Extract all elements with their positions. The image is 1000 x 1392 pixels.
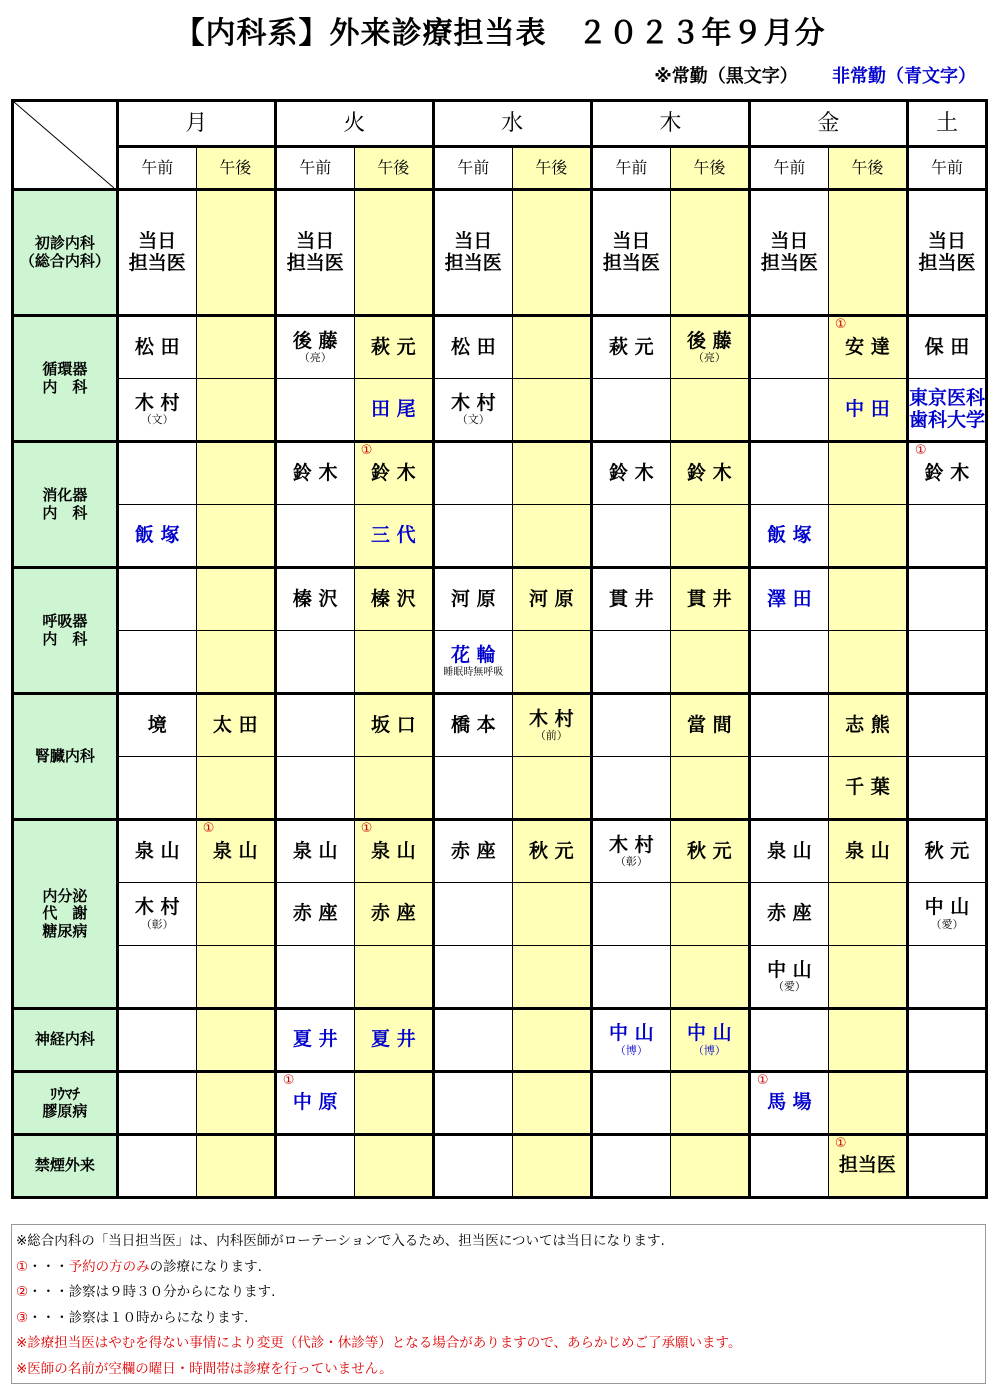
- schedule-cell: 木 村 （文）: [117, 379, 196, 442]
- schedule-cell: [907, 757, 986, 820]
- schedule-cell: 東京医科 歯科大学: [907, 379, 986, 442]
- schedule-cell: [512, 757, 591, 820]
- schedule-cell: 境: [117, 694, 196, 757]
- note-1000: ③・・・診察は１０時からになります.: [16, 1309, 249, 1326]
- dept-rheum: ﾘｳﾏﾁ 膠原病: [13, 1072, 118, 1135]
- schedule-cell: [512, 1072, 591, 1135]
- schedule-cell: 泉 山: [828, 820, 907, 883]
- schedule-cell: [433, 946, 512, 1009]
- schedule-cell: 坂 口: [354, 694, 433, 757]
- schedule-cell: [670, 883, 749, 946]
- schedule-cell: [354, 946, 433, 1009]
- pm-header: 午後: [828, 146, 907, 189]
- schedule-cell: [828, 190, 907, 316]
- schedule-cell: 赤 座: [433, 820, 512, 883]
- schedule-cell: [512, 631, 591, 694]
- schedule-cell: [749, 379, 828, 442]
- am-header: 午前: [591, 146, 670, 189]
- schedule-cell: 泉 山: [275, 820, 354, 883]
- schedule-cell: [117, 1135, 196, 1198]
- schedule-cell: 木 村 （文）: [433, 379, 512, 442]
- schedule-cell: [907, 946, 986, 1009]
- reservation-mark: ①: [834, 317, 847, 332]
- schedule-cell: [433, 1135, 512, 1198]
- schedule-cell: 赤 座: [275, 883, 354, 946]
- schedule-cell: [354, 1072, 433, 1135]
- schedule-cell: ① 安 達: [828, 316, 907, 379]
- schedule-cell: [828, 505, 907, 568]
- day-header-tue: 火: [275, 101, 433, 147]
- schedule-cell: [512, 946, 591, 1009]
- schedule-cell: [512, 883, 591, 946]
- diagonal-line: [14, 102, 114, 188]
- schedule-cell: 当日 担当医: [117, 190, 196, 316]
- dept-endocrine: 内分泌 代 謝 糖尿病: [13, 820, 118, 1009]
- schedule-cell: 鈴 木: [670, 442, 749, 505]
- schedule-cell: [828, 568, 907, 631]
- pm-header: 午後: [512, 146, 591, 189]
- schedule-cell: [828, 883, 907, 946]
- schedule-cell: 秋 元: [907, 820, 986, 883]
- dept-cardio: 循環器 内 科: [13, 316, 118, 442]
- schedule-cell: [512, 190, 591, 316]
- schedule-cell: [117, 1072, 196, 1135]
- pm-header: 午後: [354, 146, 433, 189]
- legend-regular: ※常勤（黒文字）: [654, 66, 798, 87]
- reservation-mark: ①: [834, 1136, 847, 1151]
- schedule-cell: 中 山 （愛）: [907, 883, 986, 946]
- schedule-cell: 鈴 木: [591, 442, 670, 505]
- schedule-cell: [433, 883, 512, 946]
- schedule-cell: [670, 946, 749, 1009]
- schedule-cell: 木 村 （彰）: [591, 820, 670, 883]
- schedule-cell: [591, 757, 670, 820]
- schedule-cell: [670, 1072, 749, 1135]
- day-header-thu: 木: [591, 101, 749, 147]
- schedule-cell: [828, 442, 907, 505]
- schedule-cell: [354, 631, 433, 694]
- reservation-mark: ①: [360, 821, 373, 836]
- am-header: 午前: [275, 146, 354, 189]
- schedule-cell: [433, 442, 512, 505]
- schedule-cell: 中 田: [828, 379, 907, 442]
- schedule-cell: 当日 担当医: [433, 190, 512, 316]
- schedule-cell: [433, 505, 512, 568]
- schedule-cell: [196, 505, 275, 568]
- schedule-cell: 飯 塚: [117, 505, 196, 568]
- schedule-cell: [117, 1009, 196, 1072]
- schedule-cell: 萩 元: [591, 316, 670, 379]
- corner-cell: [13, 101, 118, 190]
- schedule-cell: 当日 担当医: [275, 190, 354, 316]
- schedule-cell: 中 山 （博）: [591, 1009, 670, 1072]
- schedule-cell: [196, 1072, 275, 1135]
- schedule-cell: [512, 505, 591, 568]
- schedule-cell: [196, 946, 275, 1009]
- note-reservation: ①・・・予約の方のみの診療になります.: [16, 1258, 262, 1275]
- schedule-cell: ① 鈴 木: [907, 442, 986, 505]
- schedule-cell: [512, 1135, 591, 1198]
- reservation-mark: ①: [360, 443, 373, 458]
- schedule-cell: 保 田: [907, 316, 986, 379]
- schedule-cell: 木 村 （彰）: [117, 883, 196, 946]
- schedule-cell: 当日 担当医: [591, 190, 670, 316]
- schedule-cell: 志 熊: [828, 694, 907, 757]
- schedule-cell: [670, 631, 749, 694]
- schedule-cell: ① 担当医: [828, 1135, 907, 1198]
- schedule-cell: [749, 316, 828, 379]
- schedule-cell: [196, 379, 275, 442]
- schedule-cell: [591, 694, 670, 757]
- day-header-wed: 水: [433, 101, 591, 147]
- schedule-cell: ① 泉 山: [354, 820, 433, 883]
- schedule-cell: [354, 1135, 433, 1198]
- schedule-cell: [907, 694, 986, 757]
- schedule-cell: 当日 担当医: [907, 190, 986, 316]
- schedule-cell: 千 葉: [828, 757, 907, 820]
- reservation-mark: ①: [282, 1073, 295, 1088]
- schedule-cell: 河 原: [433, 568, 512, 631]
- schedule-cell: [275, 946, 354, 1009]
- schedule-cell: [591, 1135, 670, 1198]
- schedule-cell: 太 田: [196, 694, 275, 757]
- schedule-cell: [828, 1009, 907, 1072]
- schedule-cell: [512, 1009, 591, 1072]
- schedule-cell: 赤 座: [354, 883, 433, 946]
- schedule-cell: 夏 井: [354, 1009, 433, 1072]
- dept-smoking: 禁煙外来: [13, 1135, 118, 1198]
- reservation-mark: ①: [914, 443, 927, 458]
- legend: [654, 62, 976, 88]
- day-header-sat: 土: [907, 101, 986, 147]
- schedule-cell: [117, 631, 196, 694]
- schedule-cell: [749, 757, 828, 820]
- schedule-cell: [354, 757, 433, 820]
- schedule-cell: 秋 元: [512, 820, 591, 883]
- am-header: 午前: [433, 146, 512, 189]
- schedule-cell: [907, 505, 986, 568]
- am-header: 午前: [907, 146, 986, 189]
- schedule-cell: [591, 379, 670, 442]
- schedule-cell: 松 田: [433, 316, 512, 379]
- schedule-cell: 後 藤 （亮）: [275, 316, 354, 379]
- schedule-cell: [275, 1135, 354, 1198]
- schedule-cell: ① 中 原: [275, 1072, 354, 1135]
- schedule-cell: [591, 505, 670, 568]
- reservation-mark: ①: [756, 1073, 769, 1088]
- schedule-cell: [512, 442, 591, 505]
- schedule-cell: 榛 沢: [354, 568, 433, 631]
- schedule-cell: ① 泉 山: [196, 820, 275, 883]
- am-header: 午前: [117, 146, 196, 189]
- schedule-cell: [670, 1135, 749, 1198]
- schedule-cell: [275, 505, 354, 568]
- schedule-cell: 中 山 （愛）: [749, 946, 828, 1009]
- schedule-cell: 木 村 （前）: [512, 694, 591, 757]
- schedule-cell: [907, 1072, 986, 1135]
- schedule-cell: [591, 631, 670, 694]
- schedule-cell: 赤 座: [749, 883, 828, 946]
- schedule-cell: [117, 946, 196, 1009]
- schedule-cell: 秋 元: [670, 820, 749, 883]
- legend-irregular: 非常勤（青文字）: [832, 66, 976, 87]
- schedule-cell: [196, 568, 275, 631]
- dept-neuro: 神経内科: [13, 1009, 118, 1072]
- schedule-cell: [275, 379, 354, 442]
- schedule-cell: 飯 塚: [749, 505, 828, 568]
- page-title: 【内科系】外来診療担当表 ２０２３年９月分: [174, 16, 826, 51]
- schedule-cell: [275, 757, 354, 820]
- note-general: ※総合内科の「当日担当医」は、内科医師がローテーションで入るため、担当医については当日になります.: [16, 1233, 665, 1249]
- note-change: ※診療担当医はやむを得ない事情により変更（代診・休診等）となる場合がありますので、あらかじめご了承願います。: [16, 1335, 742, 1351]
- schedule-cell: [591, 946, 670, 1009]
- schedule-cell: 花 輪 睡眠時無呼吸: [433, 631, 512, 694]
- schedule-cell: [196, 757, 275, 820]
- day-header-mon: 月: [117, 101, 275, 147]
- schedule-cell: [433, 757, 512, 820]
- schedule-cell: [433, 1072, 512, 1135]
- schedule-cell: 萩 元: [354, 316, 433, 379]
- schedule-cell: 松 田: [117, 316, 196, 379]
- schedule-cell: 鈴 木: [275, 442, 354, 505]
- schedule-cell: [196, 1135, 275, 1198]
- pm-header: 午後: [670, 146, 749, 189]
- schedule-cell: [670, 505, 749, 568]
- dept-resp: 呼吸器 内 科: [13, 568, 118, 694]
- schedule-cell: 当日 担当医: [749, 190, 828, 316]
- schedule-cell: [828, 1072, 907, 1135]
- schedule-cell: [512, 316, 591, 379]
- schedule-cell: [275, 631, 354, 694]
- schedule-cell: [591, 1072, 670, 1135]
- schedule-cell: [749, 631, 828, 694]
- schedule-cell: 後 藤 （亮）: [670, 316, 749, 379]
- schedule-cell: 貫 井: [670, 568, 749, 631]
- schedule-cell: 橋 本: [433, 694, 512, 757]
- schedule-cell: [749, 694, 828, 757]
- schedule-cell: [670, 190, 749, 316]
- schedule-cell: 泉 山: [749, 820, 828, 883]
- reservation-mark: ①: [202, 821, 215, 836]
- schedule-cell: [907, 1135, 986, 1198]
- schedule-cell: [749, 1009, 828, 1072]
- schedule-cell: [433, 1009, 512, 1072]
- notes-box: [11, 1224, 986, 1384]
- schedule-cell: [196, 631, 275, 694]
- schedule-cell: [828, 631, 907, 694]
- dept-kidney: 腎臓内科: [13, 694, 118, 820]
- pm-header: 午後: [196, 146, 275, 189]
- schedule-cell: [591, 883, 670, 946]
- schedule-cell: ① 鈴 木: [354, 442, 433, 505]
- schedule-cell: [275, 694, 354, 757]
- schedule-cell: 田 尾: [354, 379, 433, 442]
- note-930: ②・・・診察は９時３０分からになります.: [16, 1284, 276, 1300]
- schedule-cell: [828, 946, 907, 1009]
- schedule-cell: 三 代: [354, 505, 433, 568]
- schedule-cell: 泉 山: [117, 820, 196, 883]
- schedule-cell: [117, 442, 196, 505]
- schedule-cell: [196, 883, 275, 946]
- schedule-cell: [670, 379, 749, 442]
- dept-gastro: 消化器 内 科: [13, 442, 118, 568]
- schedule-cell: [354, 190, 433, 316]
- schedule-cell: [907, 631, 986, 694]
- schedule-cell: [907, 1009, 986, 1072]
- schedule-cell: [512, 379, 591, 442]
- schedule-cell: 夏 井: [275, 1009, 354, 1072]
- schedule-cell: 中 山 （博）: [670, 1009, 749, 1072]
- schedule-cell: [196, 442, 275, 505]
- schedule-cell: [907, 568, 986, 631]
- schedule-cell: [749, 1135, 828, 1198]
- schedule-cell: [117, 757, 196, 820]
- schedule-cell: 榛 沢: [275, 568, 354, 631]
- schedule-cell: [670, 757, 749, 820]
- schedule-cell: 澤 田: [749, 568, 828, 631]
- note-blank: ※医師の名前が空欄の曜日・時間帯は診療を行っていません。: [16, 1360, 393, 1377]
- schedule-cell: [117, 568, 196, 631]
- schedule-cell: ① 馬 場: [749, 1072, 828, 1135]
- day-header-fri: 金: [749, 101, 907, 147]
- schedule-table: [11, 99, 988, 1199]
- schedule-cell: [196, 316, 275, 379]
- schedule-cell: [196, 1009, 275, 1072]
- schedule-cell: [196, 190, 275, 316]
- schedule-cell: [749, 442, 828, 505]
- am-header: 午前: [749, 146, 828, 189]
- schedule-cell: 貫 井: [591, 568, 670, 631]
- dept-general: 初診内科 （総合内科）: [13, 190, 118, 316]
- schedule-cell: 河 原: [512, 568, 591, 631]
- schedule-cell: 當 間: [670, 694, 749, 757]
